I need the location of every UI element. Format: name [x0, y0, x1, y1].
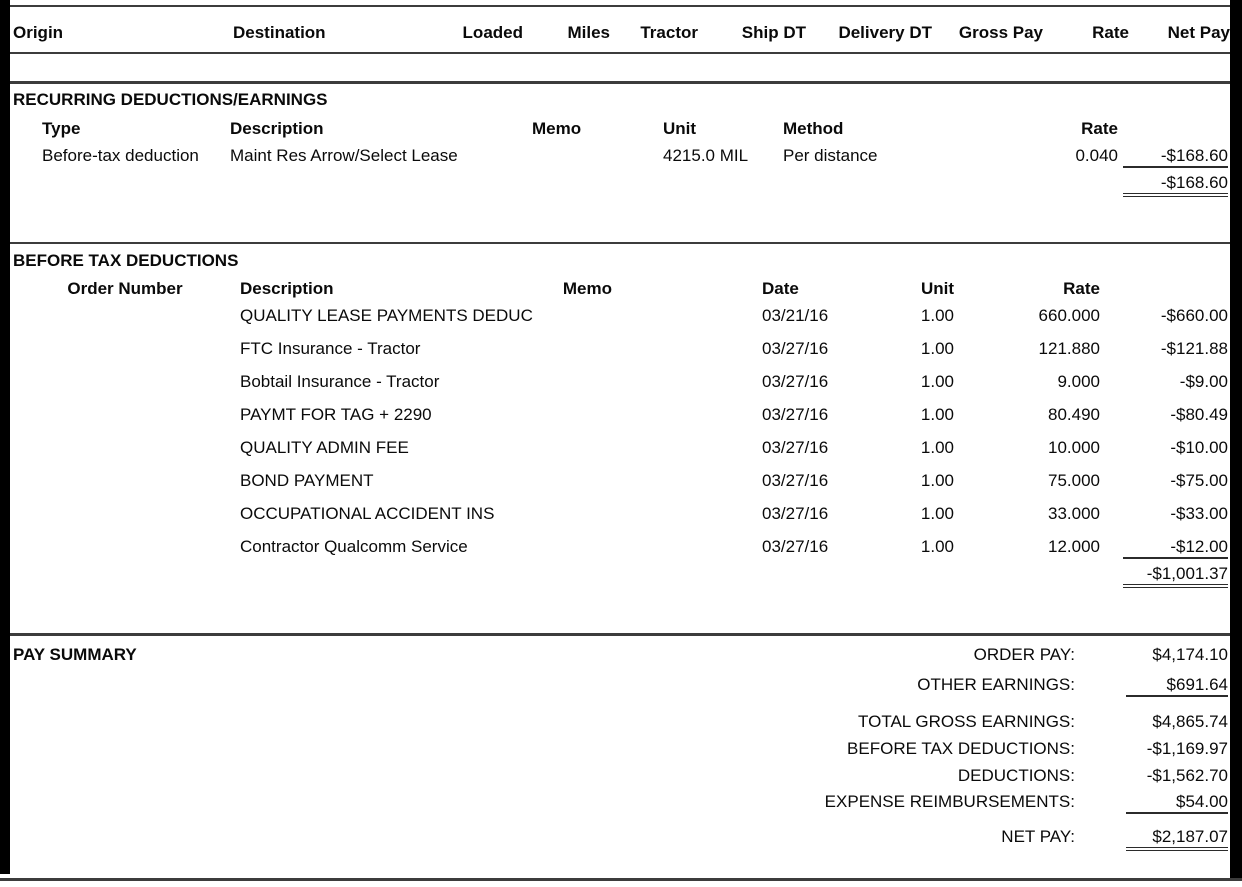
column-header-rate: Rate — [1081, 119, 1118, 138]
cell-date: 03/27/16 — [762, 504, 829, 523]
cell-description: OCCUPATIONAL ACCIDENT INS — [240, 504, 495, 523]
cell-unit: 1.00 — [920, 537, 954, 556]
column-header-description: Description — [230, 119, 324, 138]
cell-rate: 80.490 — [1048, 405, 1100, 424]
section-title: RECURRING DEDUCTIONS/EARNINGS — [13, 90, 328, 109]
divider — [0, 5, 1242, 7]
cell-rate: 121.880 — [1038, 339, 1100, 358]
summary-label: BEFORE TAX DEDUCTIONS: — [847, 739, 1075, 758]
summary-label: NET PAY: — [1001, 827, 1075, 846]
cell-unit: 1.00 — [920, 471, 954, 490]
cell-date: 03/27/16 — [762, 372, 829, 391]
cell-unit: 1.00 — [920, 306, 954, 325]
cell-description: FTC Insurance - Tractor — [240, 339, 421, 358]
summary-value: -$1,562.70 — [1146, 766, 1228, 785]
summary-value: $4,865.74 — [1152, 712, 1228, 731]
cell-description: Contractor Qualcomm Service — [240, 537, 468, 556]
column-header-origin: Origin — [13, 23, 64, 42]
scan-edge-left — [0, 0, 10, 874]
column-header-description: Description — [240, 279, 334, 298]
cell-amount: -$12.00 — [1123, 537, 1228, 559]
section-title: BEFORE TAX DEDUCTIONS — [13, 251, 239, 270]
cell-amount: -$660.00 — [1160, 306, 1228, 325]
cell-description: PAYMT FOR TAG + 2290 — [240, 405, 432, 424]
column-header-ship-dt: Ship DT — [741, 23, 806, 42]
divider — [0, 633, 1242, 636]
summary-value: $691.64 — [1126, 675, 1228, 697]
cell-description: Bobtail Insurance - Tractor — [240, 372, 440, 391]
cell-amount: -$168.60 — [1123, 146, 1228, 168]
column-header-memo: Memo — [532, 119, 582, 138]
cell-description: Maint Res Arrow/Select Lease — [230, 146, 458, 165]
summary-label: OTHER EARNINGS: — [917, 675, 1075, 694]
column-header-gross-pay: Gross Pay — [958, 23, 1043, 42]
divider — [0, 242, 1242, 244]
column-header-type: Type — [42, 119, 81, 138]
cell-rate: 0.040 — [1075, 146, 1118, 165]
cell-date: 03/27/16 — [762, 537, 829, 556]
cell-description: QUALITY LEASE PAYMENTS DEDUC — [240, 306, 533, 325]
section-total: -$168.60 — [1123, 173, 1228, 197]
divider — [0, 52, 1242, 54]
divider — [0, 878, 1242, 881]
column-header-destination: Destination — [233, 23, 326, 42]
column-header-date: Date — [762, 279, 799, 298]
cell-unit: 4215.0 MIL — [663, 146, 749, 165]
column-header-tractor: Tractor — [640, 23, 698, 42]
summary-label: ORDER PAY: — [973, 645, 1075, 664]
cell-amount: -$33.00 — [1170, 504, 1228, 523]
column-header-delivery-dt: Delivery DT — [838, 23, 932, 42]
column-header-order-number: Order Number — [67, 279, 183, 298]
column-header-rate: Rate — [1092, 23, 1129, 42]
cell-unit: 1.00 — [920, 372, 954, 391]
column-header-method: Method — [783, 119, 844, 138]
column-header-net-pay: Net Pay — [1167, 23, 1230, 42]
cell-rate: 33.000 — [1048, 504, 1100, 523]
section-total: -$1,001.37 — [1123, 564, 1228, 588]
cell-rate: 12.000 — [1048, 537, 1100, 556]
divider — [0, 81, 1242, 84]
cell-unit: 1.00 — [920, 504, 954, 523]
summary-label: TOTAL GROSS EARNINGS: — [858, 712, 1075, 731]
summary-value: -$1,169.97 — [1146, 739, 1228, 758]
order-table-header-row — [10, 23, 1230, 43]
cell-amount: -$10.00 — [1170, 438, 1228, 457]
cell-date: 03/21/16 — [762, 306, 829, 325]
summary-label: EXPENSE REIMBURSEMENTS: — [824, 792, 1075, 811]
cell-date: 03/27/16 — [762, 405, 829, 424]
cell-amount: -$121.88 — [1160, 339, 1228, 358]
summary-label: DEDUCTIONS: — [957, 766, 1075, 785]
summary-value: $2,187.07 — [1126, 827, 1228, 851]
summary-value: $54.00 — [1126, 792, 1228, 814]
section-title: PAY SUMMARY — [13, 645, 137, 664]
column-header-miles: Miles — [567, 23, 610, 42]
cell-description: BOND PAYMENT — [240, 471, 374, 490]
cell-unit: 1.00 — [920, 339, 954, 358]
cell-rate: 75.000 — [1048, 471, 1100, 490]
cell-rate: 10.000 — [1048, 438, 1100, 457]
cell-date: 03/27/16 — [762, 438, 829, 457]
column-header-memo: Memo — [562, 279, 612, 298]
cell-type: Before-tax deduction — [42, 146, 199, 165]
scan-edge-right — [1230, 0, 1242, 878]
cell-date: 03/27/16 — [762, 471, 829, 490]
cell-method: Per distance — [783, 146, 878, 165]
column-header-loaded: Loaded — [462, 23, 523, 42]
cell-unit: 1.00 — [920, 405, 954, 424]
cell-date: 03/27/16 — [762, 339, 829, 358]
cell-rate: 660.000 — [1038, 306, 1100, 325]
column-header-unit: Unit — [663, 119, 697, 138]
cell-amount: -$80.49 — [1170, 405, 1228, 424]
cell-amount: -$75.00 — [1170, 471, 1228, 490]
cell-description: QUALITY ADMIN FEE — [240, 438, 409, 457]
summary-value: $4,174.10 — [1152, 645, 1228, 664]
column-header-rate: Rate — [1063, 279, 1100, 298]
cell-unit: 1.00 — [920, 438, 954, 457]
column-header-unit: Unit — [920, 279, 954, 298]
cell-amount: -$9.00 — [1179, 372, 1228, 391]
cell-rate: 9.000 — [1057, 372, 1100, 391]
